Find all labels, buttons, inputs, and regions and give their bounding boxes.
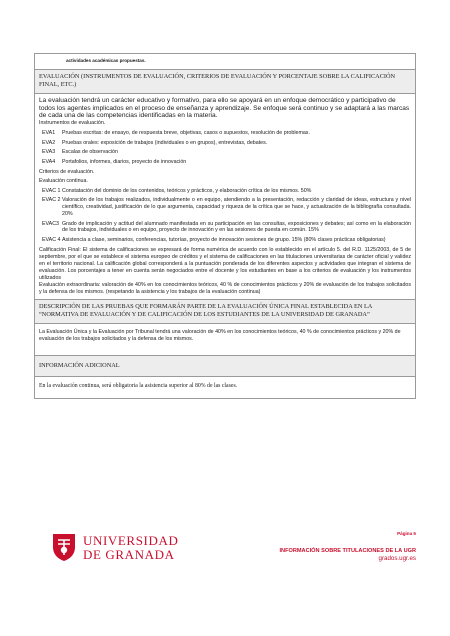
footer-info-label: INFORMACIÓN SOBRE TITULACIONES DE LA UGR: [279, 548, 416, 554]
criteria-code: EVAC 2: [42, 197, 61, 204]
evaluation-header: EVALUACIÓN (INSTRUMENTOS DE EVALUACIÓN, CRITERIOS DE EVALUACIÓN Y PORCENTAJE SOBRE LA CALIFICACIÓN FINAL, ETC.): [35, 69, 415, 93]
criteria-item: [42, 237, 411, 244]
criteria-item: [42, 197, 411, 217]
instrument-code: EVA1: [42, 129, 56, 136]
shield-icon: [53, 534, 75, 561]
logo-line-2: DE GRANADA: [83, 547, 175, 562]
instrument-text: Pruebas orales: exposición de trabajos (individuales o en grupos), entrevistas, debates.: [62, 139, 268, 146]
evaluation-table: [34, 53, 416, 399]
instrument-item: [42, 149, 411, 156]
additional-info-header: INFORMACIÓN ADICIONAL: [35, 355, 415, 376]
criteria-item: [42, 188, 411, 195]
criteria-title: Criterios de evaluación.: [39, 168, 95, 175]
criteria-text: Asistencia a clase, seminarios, conferencias, tutorías, proyecto de innovación sesiones de grupo. 15% (80% clases prácticas obligatorias): [62, 236, 386, 243]
continuous-title: Evaluación continua.: [39, 177, 88, 184]
criteria-code: EVAC 1: [42, 187, 61, 194]
single-exam-text: La Evaluación Única y la Evaluación por Tribunal tendrá una valoración de 40% en los conocimientos teóricos, 40 % de conocimientos prácticos y 20% de evaluación de los trabajos solicitados y la defensa de los mismos.: [39, 329, 401, 343]
instrument-code: EVA3: [42, 149, 56, 156]
instrument-code: EVA4: [42, 159, 56, 165]
extraordinary-text: Evaluación extraordinaria: valoración de 40% en los conocimientos teóricos, 40 % de conocimientos prácticos y 20% de evaluación de los trabajos solicitados y la defensa de los mismos. (respetando la asistencia y los trabajos de la evaluación continua): [39, 281, 411, 295]
single-exam-body: [35, 323, 415, 355]
instruments-title: Instrumentos de evaluación.: [39, 119, 106, 126]
instrument-item: [42, 159, 411, 166]
instrument-item: [42, 130, 411, 137]
instrument-code: EVA2: [42, 139, 56, 146]
criteria-code: EVAC 4: [42, 236, 61, 243]
footer-website[interactable]: grados.ugr.es: [378, 555, 416, 562]
logo-line-1: UNIVERSIDAD: [83, 533, 179, 548]
evaluation-intro: La evaluación tendrá un carácter educativo y formativo, para ello se apoyará en un enfoque democrático y participativo de todos los agentes implicados en el proceso de enseñanza y aprendizaje. Se enfoque será continuo y se adaptará a las marcas de cada una de las competencias identificadas en la materia.: [39, 97, 410, 120]
instrument-text: Escalas de observación: [62, 149, 118, 156]
criteria-text: Valoración de los trabajos realizados, individualmente o en equipo, atendiendo a la presentación, redacción y claridad de ideas, estructura y nivel científico, creatividad, justificación de lo que argumenta, capacidad y riqueza de la crítica que se hace, y actualización de la bibliografía consultada. 20%: [62, 197, 411, 217]
footer-info: [279, 531, 416, 562]
criteria-text: Constatación del dominio de los contenidos, teóricos y prácticos, y elaboración crítica de los mismos. 50%: [62, 187, 312, 194]
instrument-item: [42, 140, 411, 147]
university-logo: [49, 531, 309, 563]
activities-note: actividades académicas propuestas.: [66, 58, 146, 63]
final-grade-text: Calificación Final: El sistema de calificaciones se expresará de forma numérica de acuerdo con lo establecido en el artículo 5. del R.D. 1125/2003, de 5 de septiembre, por el que se establece el sistema europeo de créditos y el sistema de calificaciones en las titulaciones universitarias de carácter oficial y validez en el territorio nacional. La calificación global corresponderá a la puntuación ponderada de los diferentes aspectos y actividades que integran el sistema de evaluación. Los porcentajes a tener en cuenta serán negociados entre el docente y los estudiantes en base a los criterios de evaluación y los instrumentos utilizados: [39, 246, 411, 281]
evaluation-body: [35, 93, 415, 299]
instrument-text: Pruebas escritas: de ensayo, de respuesta breve, objetivas, casos o supuestos, resolución de problemas.: [62, 129, 310, 136]
criteria-item: [42, 221, 411, 234]
criteria-text: Grado de implicación y actitud del alumnado manifestada en su participación en las consultas, exposiciones y debates; así como en la elaboración de los trabajos, individuales o en equipo, proyecto de innovación y en las sesiones de puesta en común. 15%: [62, 220, 411, 234]
page-number: Página 5: [397, 531, 416, 536]
single-exam-header: DESCRIPCIÓN DE LAS PRUEBAS QUE FORMARÁN PARTE DE LA EVALUACIÓN ÚNICA FINAL ESTABLECIDA EN LA “NORMATIVA DE EVALUACIÓN Y DE CALIFICACIÓN DE LOS ESTUDIANTES DE LA UNIVERSIDAD DE GRANADA”: [35, 299, 415, 323]
criteria-code: EVAC3: [42, 220, 59, 227]
additional-info-body: En la evaluación continua, será obligatoria la asistencia superior al 80% de las clases.: [35, 376, 415, 398]
instrument-text: Portafolios, informes, diarios, proyecto de innovación: [62, 159, 187, 165]
